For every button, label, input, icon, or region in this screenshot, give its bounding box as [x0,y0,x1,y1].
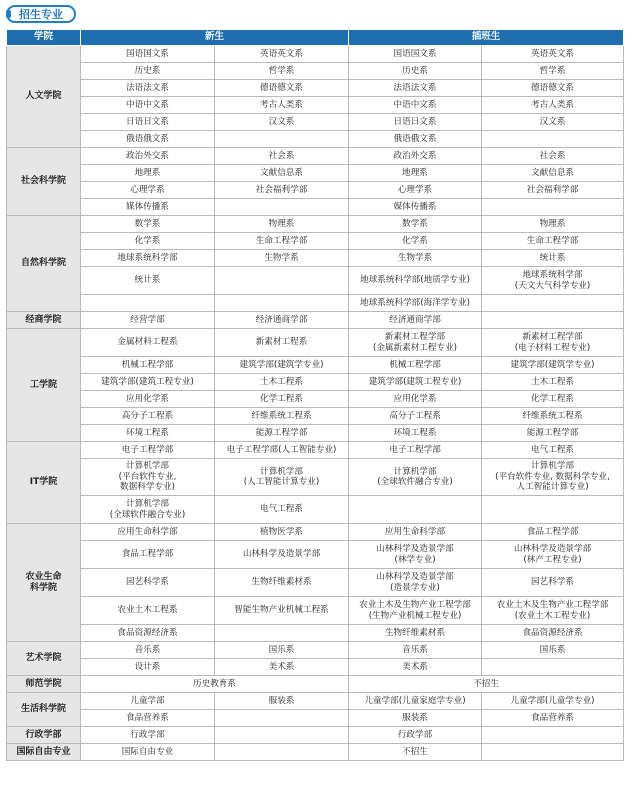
table-row [7,459,624,496]
freshman-major-cell: 汉文系 [215,114,349,131]
freshman-major-cell: 机械工程学部 [81,357,215,374]
title-accent-bar [6,10,11,18]
freshman-major-cell: 电子工程学部 [81,442,215,459]
table-row [7,63,624,80]
freshman-major-cell: 儿童学部 [81,693,215,710]
freshman-major-cell: 历史系 [81,63,215,80]
table-row [7,524,624,541]
transfer-major-cell: 国乐系 [482,642,624,659]
freshman-major-cell: 农业土木工程系 [81,597,215,625]
freshman-major-cell: 环境工程系 [81,425,215,442]
freshman-major-cell: 山林科学及造景学部 [215,541,349,569]
transfer-major-cell: 能源工程学部 [482,425,624,442]
freshman-major-cell: 生物纤维素材系 [215,569,349,597]
freshman-major-cell: 生命工程学部 [215,233,349,250]
freshman-major-cell: 化学工程系 [215,391,349,408]
freshman-major-cell: 中语中文系 [81,97,215,114]
freshman-major-cell: 国乐系 [215,642,349,659]
college-name: 国际自由专业 [7,744,81,761]
header-college: 学院 [7,30,81,46]
transfer-major-cell: 行政学部 [349,727,482,744]
table-row [7,659,624,676]
freshman-major-cell: 心理学系 [81,182,215,199]
transfer-major-cell: 电子工程学部 [349,442,482,459]
transfer-major-cell [482,131,624,148]
freshman-major-cell: 俄语俄文系 [81,131,215,148]
college-name: 行政学部 [7,727,81,744]
table-row [7,165,624,182]
table-row [7,329,624,357]
transfer-major-cell: 服装系 [349,710,482,727]
transfer-major-cell: 农业土木及生物产业工程学部 (农业土木工程专业) [482,597,624,625]
freshman-major-cell: 经济通商学部 [215,312,349,329]
freshman-major-cell: 美术系 [215,659,349,676]
freshman-major-cell: 建筑学部(建筑学专业) [215,357,349,374]
transfer-major-cell: 数学系 [349,216,482,233]
freshman-major-cell: 食品资源经济系 [81,625,215,642]
transfer-major-cell [482,295,624,312]
table-row [7,131,624,148]
freshman-major-cell: 食品工程学部 [81,541,215,569]
freshman-major-cell: 统计系 [81,267,215,295]
freshman-major-cell [215,199,349,216]
freshman-major-cell: 文献信息系 [215,165,349,182]
college-name: 社会科学院 [7,148,81,216]
freshman-major-cell: 法语法文系 [81,80,215,97]
transfer-major-cell: 生物学系 [349,250,482,267]
transfer-major-cell: 国语国文系 [349,46,482,63]
transfer-major-cell: 心理学系 [349,182,482,199]
transfer-major-cell: 统计系 [482,250,624,267]
transfer-major-cell: 俄语俄文系 [349,131,482,148]
table-row [7,597,624,625]
freshman-major-cell: 应用生命科学部 [81,524,215,541]
transfer-major-cell: 新素材工程学部 (电子材料工程专业) [482,329,624,357]
table-row [7,182,624,199]
transfer-major-cell: 音乐系 [349,642,482,659]
transfer-major-cell: 英语英文系 [482,46,624,63]
table-row [7,425,624,442]
freshman-major-cell [81,295,215,312]
transfer-major-cell: 哲学系 [482,63,624,80]
freshman-major-cell: 生物学系 [215,250,349,267]
freshman-major-cell: 数学系 [81,216,215,233]
table-row [7,442,624,459]
transfer-major-cell: 建筑学部(建筑学专业) [482,357,624,374]
majors-table [6,29,624,761]
section-title: 招生专业 [19,8,63,21]
freshman-major-cell: 高分子工程系 [81,408,215,425]
transfer-major-cell: 美术系 [349,659,482,676]
table-body [7,46,624,761]
freshman-major-cell: 服装系 [215,693,349,710]
transfer-major-cell: 日语日文系 [349,114,482,131]
freshman-major-cell [215,744,349,761]
table-row [7,233,624,250]
freshman-major-cell: 政治外交系 [81,148,215,165]
transfer-major-cell: 文献信息系 [482,165,624,182]
table-row [7,97,624,114]
transfer-major-cell: 经济通商学部 [349,312,482,329]
freshman-major-cell: 食品营养系 [81,710,215,727]
freshman-major-cell: 计算机学部 (人工智能计算专业) [215,459,349,496]
college-name: 农业生命 科学院 [7,524,81,642]
transfer-major-cell [482,312,624,329]
college-name: 师范学院 [7,676,81,693]
freshman-major-cell [215,267,349,295]
table-row [7,744,624,761]
header-transfer: 插班生 [349,30,624,46]
transfer-major-cell: 物理系 [482,216,624,233]
transfer-major-cell [482,744,624,761]
table-row [7,676,624,693]
table-row [7,642,624,659]
college-name: 艺术学院 [7,642,81,676]
transfer-major-cell: 农业土木及生物产业工程学部 (生物产业机械工程专业) [349,597,482,625]
freshman-major-cell: 电子工程学部(人工智能专业) [215,442,349,459]
freshman-major-cell [215,131,349,148]
transfer-major-cell: 不招生 [349,676,624,693]
transfer-major-cell: 计算机学部 (全球软件融合专业) [349,459,482,496]
table-row [7,374,624,391]
table-row [7,312,624,329]
transfer-major-cell: 生命工程学部 [482,233,624,250]
transfer-major-cell [482,727,624,744]
transfer-major-cell: 建筑学部(建筑工程专业) [349,374,482,391]
freshman-major-cell: 音乐系 [81,642,215,659]
freshman-major-cell: 纤维系统工程系 [215,408,349,425]
freshman-major-cell: 哲学系 [215,63,349,80]
transfer-major-cell: 山林科学及造景学部 (林产工程专业) [482,541,624,569]
table-row [7,693,624,710]
table-row [7,727,624,744]
freshman-major-cell: 应用化学系 [81,391,215,408]
freshman-major-cell [215,710,349,727]
transfer-major-cell: 生物纤维素材系 [349,625,482,642]
freshman-major-cell: 建筑学部(建筑工程专业) [81,374,215,391]
table-row [7,357,624,374]
transfer-major-cell: 园艺科学系 [482,569,624,597]
freshman-major-cell: 金属材料工程系 [81,329,215,357]
transfer-major-cell: 环境工程系 [349,425,482,442]
college-name: IT学院 [7,442,81,524]
freshman-major-cell: 智能生物产业机械工程系 [215,597,349,625]
transfer-major-cell: 应用化学系 [349,391,482,408]
transfer-major-cell: 高分子工程系 [349,408,482,425]
table-row [7,391,624,408]
freshman-major-cell: 化学系 [81,233,215,250]
freshman-major-cell: 园艺科学系 [81,569,215,597]
transfer-major-cell: 社会福利学部 [482,182,624,199]
transfer-major-cell: 山林科学及造景学部 (造景学专业) [349,569,482,597]
freshman-major-cell: 土木工程系 [215,374,349,391]
transfer-major-cell: 化学工程系 [482,391,624,408]
transfer-major-cell: 电气工程系 [482,442,624,459]
header-freshman: 新生 [81,30,349,46]
transfer-major-cell: 食品营养系 [482,710,624,727]
transfer-major-cell: 政治外交系 [349,148,482,165]
freshman-major-cell: 考古人类系 [215,97,349,114]
freshman-major-cell: 英语英文系 [215,46,349,63]
freshman-major-cell [215,295,349,312]
transfer-major-cell: 德语德文系 [482,80,624,97]
transfer-major-cell: 社会系 [482,148,624,165]
transfer-major-cell: 儿童学部(儿童学专业) [482,693,624,710]
table-row [7,541,624,569]
transfer-major-cell: 地理系 [349,165,482,182]
freshman-major-cell: 计算机学部 (平台软件专业, 数据科学专业) [81,459,215,496]
freshman-major-cell [215,727,349,744]
table-header-row [7,30,624,46]
section-title-badge [6,5,76,23]
transfer-major-cell [482,659,624,676]
freshman-major-cell: 电气工程系 [215,496,349,524]
transfer-major-cell: 考古人类系 [482,97,624,114]
transfer-major-cell: 地球系统科学部(海洋学专业) [349,295,482,312]
transfer-major-cell: 法语法文系 [349,80,482,97]
college-name: 生活科学院 [7,693,81,727]
freshman-major-cell: 植物医学系 [215,524,349,541]
freshman-major-cell: 德语德文系 [215,80,349,97]
table-row [7,250,624,267]
college-name: 人文学院 [7,46,81,148]
freshman-major-cell: 设计系 [81,659,215,676]
table-row [7,267,624,295]
transfer-major-cell: 地球系统科学部(地质学专业) [349,267,482,295]
freshman-major-cell: 地理系 [81,165,215,182]
transfer-major-cell: 媒体传播系 [349,199,482,216]
college-name: 经商学院 [7,312,81,329]
transfer-major-cell: 食品工程学部 [482,524,624,541]
table-row [7,569,624,597]
transfer-major-cell: 地球系统科学部 (天文大气科学专业) [482,267,624,295]
freshman-major-cell: 社会系 [215,148,349,165]
transfer-major-cell: 历史系 [349,63,482,80]
transfer-major-cell: 不招生 [349,744,482,761]
freshman-major-cell: 日语日文系 [81,114,215,131]
freshman-major-cell: 历史教育系 [81,676,349,693]
freshman-major-cell: 媒体传播系 [81,199,215,216]
table-row [7,625,624,642]
table-row [7,295,624,312]
freshman-major-cell: 物理系 [215,216,349,233]
transfer-major-cell [482,496,624,524]
transfer-major-cell [482,199,624,216]
transfer-major-cell: 中语中文系 [349,97,482,114]
table-row [7,46,624,63]
transfer-major-cell: 食品资源经济系 [482,625,624,642]
freshman-major-cell: 能源工程学部 [215,425,349,442]
freshman-major-cell: 社会福利学部 [215,182,349,199]
freshman-major-cell: 行政学部 [81,727,215,744]
college-name: 工学院 [7,329,81,442]
table-row [7,496,624,524]
transfer-major-cell: 儿童学部(儿童家庭学专业) [349,693,482,710]
transfer-major-cell: 新素材工程学部 (金属新素材工程专业) [349,329,482,357]
table-row [7,148,624,165]
freshman-major-cell: 地球系统科学部 [81,250,215,267]
transfer-major-cell: 汉文系 [482,114,624,131]
table-row [7,710,624,727]
table-row [7,408,624,425]
transfer-major-cell: 土木工程系 [482,374,624,391]
transfer-major-cell: 应用生命科学部 [349,524,482,541]
freshman-major-cell: 国际自由专业 [81,744,215,761]
transfer-major-cell: 计算机学部 (平台软件专业, 数据科学专业, 人工智能计算专业) [482,459,624,496]
transfer-major-cell [349,496,482,524]
table-row [7,216,624,233]
freshman-major-cell: 经营学部 [81,312,215,329]
freshman-major-cell: 国语国文系 [81,46,215,63]
table-row [7,199,624,216]
freshman-major-cell: 计算机学部 (全球软件融合专业) [81,496,215,524]
table-row [7,114,624,131]
transfer-major-cell: 化学系 [349,233,482,250]
transfer-major-cell: 机械工程学部 [349,357,482,374]
freshman-major-cell [215,625,349,642]
table-row [7,80,624,97]
college-name: 自然科学院 [7,216,81,312]
transfer-major-cell: 山林科学及造景学部 (林学专业) [349,541,482,569]
freshman-major-cell: 新素材工程系 [215,329,349,357]
transfer-major-cell: 纤维系统工程系 [482,408,624,425]
